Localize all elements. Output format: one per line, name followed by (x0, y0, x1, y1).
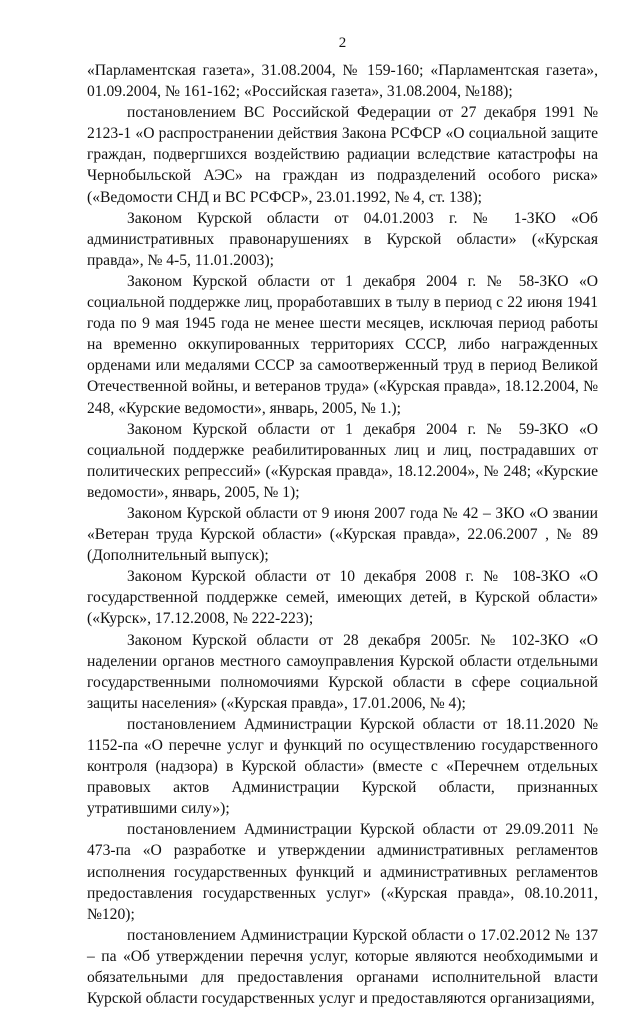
paragraph-3: Законом Курской области от 04.01.2003 г. № 1-ЗКО «Об административных правонарушениях в Курской области» («Курская правда», № 4-5, 11.01.2003); (87, 209, 598, 269)
paragraph-11: постановлением Администрации Курской области о 17.02.2012 № 137 – па «Об утверждении перечня услуг, которые являются необходимыми и обязательными для предоставления органами исполнительной власти Курской области государственных услуг и предоставляются организациями, (87, 926, 598, 1008)
page-number: 2 (338, 35, 347, 51)
paragraph-10: постановлением Администрации Курской области от 29.09.2011 № 473-па «О разработке и утверждении административных регламентов исполнения государственных функций и административных регламентов предоставления государственных услуг» («Курская правда», 08.10.2011, №120); (87, 821, 598, 923)
paragraph-9: постановлением Администрации Курской области от 18.11.2020 № 1152-па «О перечне услуг и функций по осуществлению государственного контроля (надзора) в Курской области» (вместе с «Перечнем отдельных правовых актов Администрации Курской области, признанных утратившими силу»); (87, 715, 598, 818)
paragraph-4: Законом Курской области от 1 декабря 2004 г. № 58-ЗКО «О социальной поддержке лиц, проработавших в тылу в период с 22 июня 1941 года по 9 мая 1945 года не менее шести месяцев, исключая период работы на временно оккупированных территориях СССР, либо награжденных орденами или медалями СССР за самоотверженный труд в период Великой Отечественной войны, и ветеранов труда» («Курская правда», 18.12.2004, № 248, «Курские ведомости», январь, 2005, № 1.); (87, 272, 598, 417)
document-body (87, 60, 598, 1009)
paragraph-6: Законом Курской области от 9 июня 2007 года № 42 – ЗКО «О звании «Ветеран труда Курской области» («Курская правда», 22.06.2007 , № 89 (Дополнительный выпуск); (87, 504, 598, 565)
paragraph-8: Законом Курской области от 28 декабря 2005г. № 102-ЗКО «О наделении органов местного самоуправления Курской области отдельными государственными полномочиями Курской области в сфере социальной защиты населения» («Курская правда», 17.01.2006, № 4); (87, 631, 598, 712)
paragraph-2: постановлением ВС Российской Федерации от 27 декабря 1991 № 2123-1 «О распространении действия Закона РСФСР «О социальной защите граждан, подвергшихся воздействию радиации вследствие катастрофы на Чернобыльской АЭС» на граждан из подразделений особого риска» («Ведомости СНД и ВС РСФСР», 23.01.1992, № 4, ст. 138); (87, 104, 598, 206)
paragraph-1: «Парламентская газета», 31.08.2004, № 159-160; «Парламентская газета», 01.09.2004, № 161-162; «Российская газета», 31.08.2004, №188); (87, 62, 598, 101)
paragraph-7: Законом Курской области от 10 декабря 2008 г. № 108-ЗКО «О государственной поддержке семей, имеющих детей, в Курской области» («Курск», 17.12.2008, № 222-223); (87, 568, 598, 628)
paragraph-5: Законом Курской области от 1 декабря 2004 г. № 59-ЗКО «О социальной поддержке реабилитированных лиц и лиц, пострадавших от политических репрессий» («Курская правда», 18.12.2004», № 248; «Курские ведомости», январь, 2005, № 1); (87, 420, 598, 501)
